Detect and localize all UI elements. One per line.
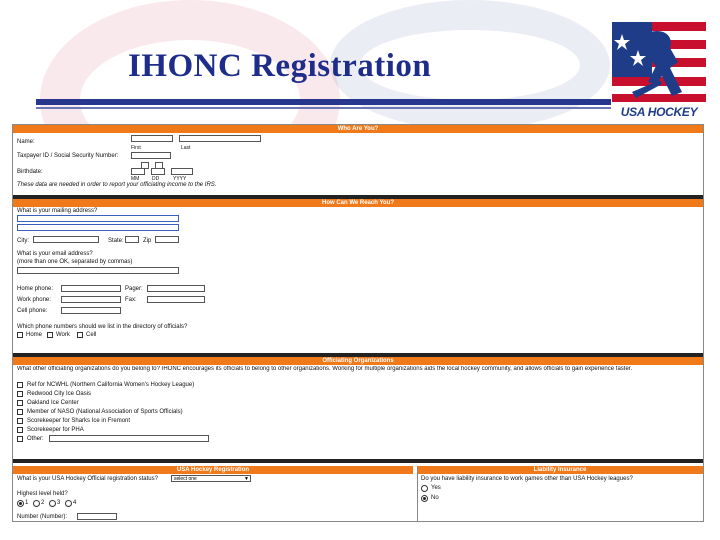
usa-status-label: What is your USA Hockey Official registration status? xyxy=(17,476,158,482)
state-field[interactable] xyxy=(125,236,139,243)
mailing-address-label: What is your mailing address? xyxy=(17,208,98,214)
org-checkbox-other[interactable] xyxy=(17,436,23,442)
directory-home-checkbox[interactable] xyxy=(17,332,23,338)
title-rule xyxy=(36,99,611,105)
usa-hockey-wordmark: USA HOCKEY xyxy=(620,105,698,119)
pager-label: Pager: xyxy=(125,286,143,292)
birth-mm-field[interactable] xyxy=(131,168,145,175)
org-label: Ref for NCWHL (Northern California Women's Hockey League) xyxy=(27,382,195,388)
section-header-orgs: Officiating Organizations xyxy=(13,357,703,365)
section-header-liability: Liability Insurance xyxy=(417,466,703,474)
usa-status-selected: select one xyxy=(174,476,197,482)
directory-cell-label: Cell xyxy=(86,332,97,338)
directory-work-checkbox[interactable] xyxy=(47,332,53,338)
dd-sublabel: DD xyxy=(152,176,160,182)
fax-label: Fax: xyxy=(125,297,137,303)
work-phone-label: Work phone: xyxy=(17,297,51,303)
usa-level-label: Highest level held? xyxy=(17,491,68,497)
level-label-4: 4 xyxy=(73,500,77,506)
first-name-field[interactable] xyxy=(131,135,173,142)
org-other-field[interactable] xyxy=(49,435,209,442)
yyyy-sublabel: YYYY xyxy=(173,176,187,182)
org-label: Other: xyxy=(27,436,44,442)
home-phone-label: Home phone: xyxy=(17,286,54,292)
email-label: What is your email address? xyxy=(17,251,93,257)
directory-cell-checkbox[interactable] xyxy=(77,332,83,338)
state-label: State: xyxy=(108,238,124,244)
liability-no-radio[interactable] xyxy=(421,495,428,502)
usa-number-label: Number (Number): xyxy=(17,514,68,520)
org-checkbox-sharks[interactable] xyxy=(17,418,23,424)
org-label: Scorekeeper for PHA xyxy=(27,427,84,433)
org-checkbox-redwood[interactable] xyxy=(17,391,23,397)
pager-field[interactable] xyxy=(147,285,205,292)
org-checkbox-naso[interactable] xyxy=(17,409,23,415)
birthdate-label: Birthdate: xyxy=(17,169,43,175)
liability-question: Do you have liability insurance to work games other than USA Hockey leagues? xyxy=(421,476,633,482)
zip-field[interactable] xyxy=(155,236,179,243)
city-field[interactable] xyxy=(33,236,99,243)
registration-form xyxy=(12,124,704,522)
mailing-address-line2[interactable] xyxy=(17,224,179,231)
chevron-down-icon: ▼ xyxy=(244,476,249,482)
irs-note: These data are needed in order to report your officiating income to the IRS. xyxy=(17,182,217,188)
mm-sublabel: MM xyxy=(131,176,140,182)
usa-number-field[interactable] xyxy=(77,513,117,520)
section-divider xyxy=(13,459,703,463)
directory-question: Which phone numbers should we list in the directory of officials? xyxy=(17,324,188,330)
liability-yes-label: Yes xyxy=(431,485,441,491)
city-label: City: xyxy=(17,238,29,244)
fax-field[interactable] xyxy=(147,296,205,303)
last-name-field[interactable] xyxy=(179,135,261,142)
org-label: Member of NASO (National Association of Sports Officials) xyxy=(27,409,183,415)
orgs-question: What other officiating organizations do you belong to? IHONC encourages its officials to belong to other organizations. Working for multiple organizations aids the local hockey community, and allows officials to gain experience faster. xyxy=(17,366,633,372)
org-label: Scorekeeper for Sharks Ice in Fremont xyxy=(27,418,131,424)
org-label: Oakland Ice Center xyxy=(27,400,79,406)
work-phone-field[interactable] xyxy=(61,296,121,303)
org-checkbox-ncwhl[interactable] xyxy=(17,382,23,388)
taxpayer-id-field[interactable] xyxy=(131,152,171,159)
slide-title: IHONC Registration xyxy=(128,48,432,84)
org-checkbox-oakland[interactable] xyxy=(17,400,23,406)
level-radio-1[interactable] xyxy=(17,500,24,507)
usa-status-select[interactable] xyxy=(171,475,251,482)
email-sublabel: (more than one OK, separated by commas) xyxy=(17,259,133,265)
directory-home-label: Home xyxy=(26,332,43,338)
level-label-3: 3 xyxy=(57,500,61,506)
birth-yyyy-field[interactable] xyxy=(171,168,193,175)
section-header-who: Who Are You? xyxy=(13,125,703,133)
liability-no-label: No xyxy=(431,495,439,501)
email-field[interactable] xyxy=(17,267,179,274)
title-rule-thin xyxy=(36,107,611,109)
zip-label: Zip xyxy=(143,238,152,244)
home-phone-field[interactable] xyxy=(61,285,121,292)
org-checkbox-pha[interactable] xyxy=(17,427,23,433)
cell-phone-label: Cell phone: xyxy=(17,308,48,314)
first-name-sublabel: First xyxy=(131,145,141,151)
taxpayer-label: Taxpayer ID / Social Security Number: xyxy=(17,153,119,159)
level-label-2: 2 xyxy=(41,500,45,506)
section-header-reach: How Can We Reach You? xyxy=(13,199,703,207)
level-label-1: 1 xyxy=(25,500,29,506)
liability-yes-radio[interactable] xyxy=(421,485,428,492)
mailing-address-line1[interactable] xyxy=(17,215,179,222)
last-name-sublabel: Last xyxy=(181,145,191,151)
name-label: Name: xyxy=(17,139,35,145)
section-header-usa: USA Hockey Registration xyxy=(13,466,413,474)
org-label: Redwood City Ice Oasis xyxy=(27,391,92,397)
level-radio-2[interactable] xyxy=(33,500,40,507)
birth-dd-field[interactable] xyxy=(151,168,165,175)
cell-phone-field[interactable] xyxy=(61,307,121,314)
level-radio-3[interactable] xyxy=(49,500,56,507)
level-radio-4[interactable] xyxy=(65,500,72,507)
directory-work-label: Work xyxy=(56,332,70,338)
